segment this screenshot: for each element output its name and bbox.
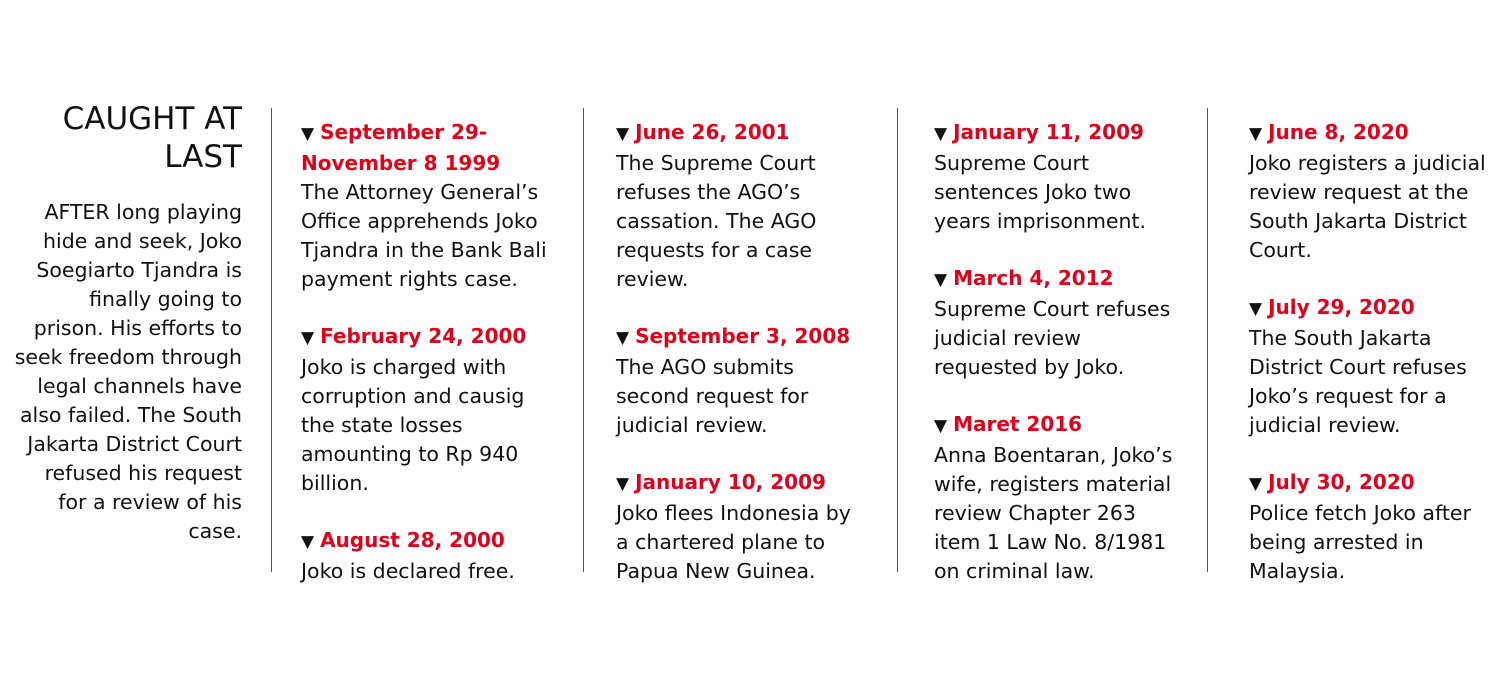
timeline-entry (934, 410, 1184, 586)
column-divider (1207, 108, 1208, 572)
entry-description: Joko is charged with corruption and causig the state losses amounting to Rp 940 billion. (301, 355, 525, 495)
timeline-entry (1249, 468, 1489, 586)
intro-paragraph: AFTER long playing hide and seek, Joko Soegiarto Tjandra is finally going to prison. His efforts to seek freedom through legal channels have also failed. The South Jakarta District Court refused his request for a review of his case. (14, 200, 242, 543)
triangle-down-icon: ▼ (616, 474, 630, 494)
triangle-down-icon: ▼ (934, 270, 948, 290)
timeline-entry (934, 118, 1184, 236)
triangle-down-icon: ▼ (1249, 299, 1263, 319)
timeline-entry (1249, 118, 1489, 265)
entry-description: Joko registers a judicial review request at the South Jakarta District Court. (1249, 151, 1486, 262)
timeline-entry (616, 322, 866, 440)
triangle-down-icon: ▼ (1249, 474, 1263, 494)
entry-date-line (616, 468, 866, 499)
entry-date: February 24, 2000 (320, 324, 527, 348)
timeline-entry (301, 322, 551, 498)
entry-date: July 30, 2020 (1268, 470, 1415, 494)
entry-date-line (1249, 468, 1489, 499)
entry-date: January 11, 2009 (953, 120, 1144, 144)
entry-date-line (934, 264, 1184, 295)
timeline-entry (616, 468, 866, 586)
entry-date-line (301, 526, 551, 557)
timeline-entry (616, 118, 866, 294)
timeline-entry (301, 526, 551, 586)
entry-date-line (934, 410, 1184, 441)
entry-description: The South Jakarta District Court refuses Joko’s request for a judicial review. (1249, 326, 1467, 437)
entry-description: Joko flees Indonesia by a chartered plane to Papua New Guinea. (616, 501, 851, 583)
entry-date-line (301, 118, 551, 178)
entry-date: July 29, 2020 (1268, 295, 1415, 319)
entry-date-line (616, 322, 866, 353)
entry-date: Maret 2016 (953, 412, 1083, 436)
entry-date-line (616, 118, 866, 149)
timeline-column-3 (934, 118, 1184, 614)
column-divider (271, 108, 272, 572)
entry-date: June 8, 2020 (1268, 120, 1409, 144)
timeline-entry (934, 264, 1184, 382)
entry-date: September 29-November 8 1999 (301, 120, 501, 175)
entry-description: Joko is declared free. (301, 559, 515, 583)
timeline-column-2 (616, 118, 866, 614)
timeline-entry (1249, 293, 1489, 440)
entry-date: September 3, 2008 (635, 324, 851, 348)
entry-description: Anna Boentaran, Joko’s wife, registers material review Chapter 263 item 1 Law No. 8/1981 on criminal law. (934, 443, 1173, 583)
entry-date-line (301, 322, 551, 353)
triangle-down-icon: ▼ (301, 124, 315, 144)
entry-description: Supreme Court refuses judicial review requested by Joko. (934, 297, 1171, 379)
column-divider (583, 108, 584, 572)
entry-description: The Attorney General’s Office apprehends Joko Tjandra in the Bank Bali payment rights case. (301, 180, 547, 291)
triangle-down-icon: ▼ (616, 124, 630, 144)
entry-date-line (1249, 293, 1489, 324)
entry-description: Police fetch Joko after being arrested in Malaysia. (1249, 501, 1471, 583)
triangle-down-icon: ▼ (1249, 124, 1263, 144)
entry-date: June 26, 2001 (635, 120, 790, 144)
triangle-down-icon: ▼ (934, 124, 948, 144)
column-divider (897, 108, 898, 572)
triangle-down-icon: ▼ (934, 416, 948, 436)
timeline-column-1 (301, 118, 551, 614)
entry-date-line (1249, 118, 1489, 149)
entry-date-line (934, 118, 1184, 149)
triangle-down-icon: ▼ (616, 328, 630, 348)
entry-date: January 10, 2009 (635, 470, 826, 494)
page-title: CAUGHT AT LAST (62, 101, 242, 175)
intro-section (14, 100, 242, 546)
entry-description: The Supreme Court refuses the AGO’s cassation. The AGO requests for a case review. (616, 151, 817, 291)
entry-description: Supreme Court sentences Joko two years imprisonment. (934, 151, 1147, 233)
entry-description: The AGO submits second request for judicial review. (616, 355, 809, 437)
entry-date: August 28, 2000 (320, 528, 505, 552)
timeline-column-4 (1249, 118, 1489, 614)
entry-date: March 4, 2012 (953, 266, 1114, 290)
triangle-down-icon: ▼ (301, 532, 315, 552)
triangle-down-icon: ▼ (301, 328, 315, 348)
timeline-entry (301, 118, 551, 294)
